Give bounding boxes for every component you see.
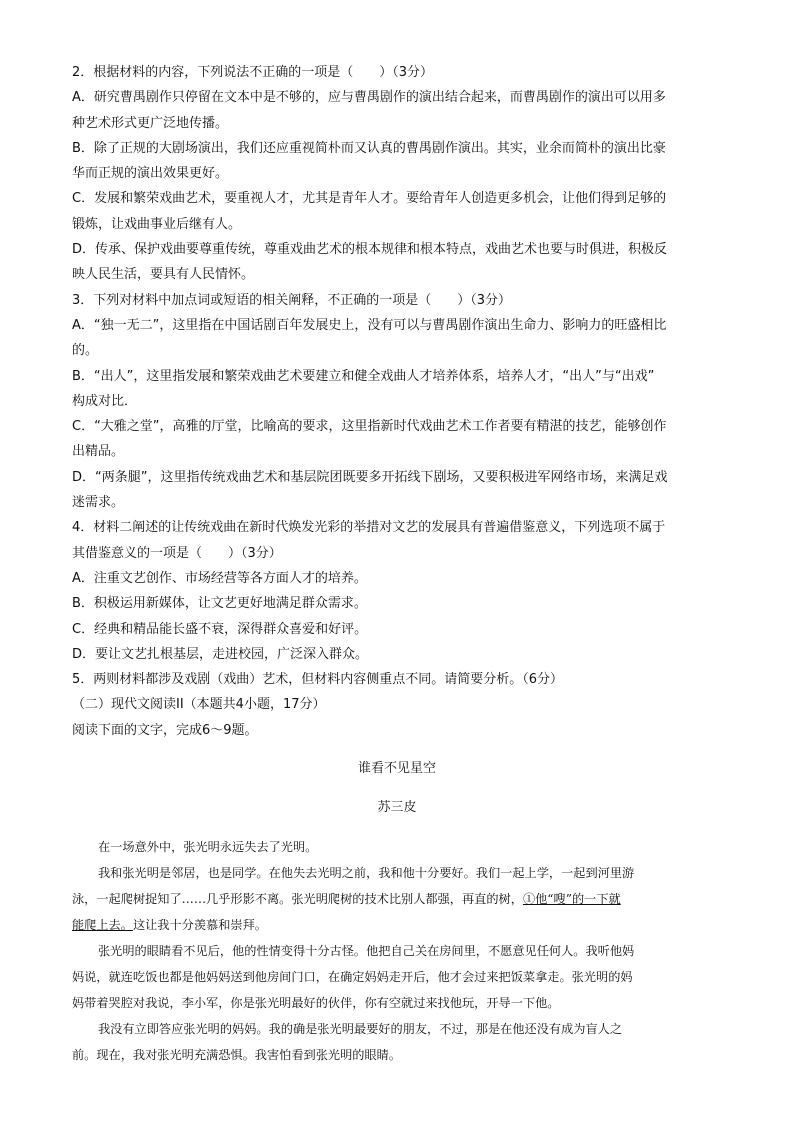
- question-2-option-b-line1: B．除了正规的大剧场演出，我们还应重视简朴而又认真的曹禺剧作演出。其实，业余而简朴的演出比豪: [72, 140, 666, 156]
- story-text: 泳，一起爬树捉知了……几乎形影不离。张光明爬树的技术比别人都强，再直的树，: [72, 892, 523, 907]
- story-paragraph-2-line1: 我和张光明是邻居，也是同学。在他失去光明之前，我和他十分要好。我们一起上学，一起到河里游: [98, 866, 635, 881]
- question-2-option-b-line2: 华而正规的演出效果更好。: [72, 166, 229, 182]
- underlined-sentence-1-end: 能爬上去。: [72, 918, 133, 933]
- question-2-option-d-line1: D．传承、保护戏曲要尊重传统，尊重戏曲艺术的根本规律和根本特点，戏曲艺术也要与时俱进，积极反: [72, 242, 668, 258]
- story-title: 谁看不见星空: [357, 761, 436, 777]
- question-4-option-d: D．要让文艺扎根基层，走进校园，广泛深入群众。: [72, 646, 369, 662]
- story-paragraph-3-line3: 妈带着哭腔对我说，李小军，你是张光明最好的伙伴，你有空就过来找他玩，开导一下他。: [72, 996, 560, 1011]
- question-4-stem-line2: 其借鉴意义的一项是（ ）（3分）: [72, 545, 282, 561]
- question-3-option-a-line1: A．“独一无二”，这里指在中国话剧百年发展史上，没有可以与曹禺剧作演出生命力、影响力的旺盛相比: [72, 317, 667, 333]
- question-3-option-b-line2: 构成对比．: [72, 393, 138, 409]
- story-passage: [72, 756, 722, 1068]
- question-3-option-c-line2: 出精品。: [72, 444, 125, 460]
- question-4-stem-line1: 4．材料二阐述的让传统戏曲在新时代焕发光彩的举措对文艺的发展具有普遍借鉴意义，下列选项不属于: [72, 520, 666, 536]
- story-paragraph-3-line2: 妈说，就连吃饭也都是他妈妈送到他房间门口，在确定妈妈走开后，他才会过来把饭菜拿走。张光明的妈: [72, 970, 633, 985]
- story-paragraph-3-line1: 张光明的眼睛看不见后，他的性情变得十分古怪。他把自己关在房间里，不愿意见任何人。我听他妈: [98, 944, 635, 959]
- question-5-stem: 5．两则材料都涉及戏剧（戏曲）艺术，但材料内容侧重点不同。请简要分析。（6分）: [72, 672, 564, 688]
- story-author: 苏三皮: [377, 800, 417, 816]
- question-2-option-c-line1: C．发展和繁荣戏曲艺术，要重视人才，尤其是青年人才。要给青年人创造更多机会，让他们得到足够的: [72, 191, 667, 207]
- question-2-option-c-line2: 锻炼，让戏曲事业后继有人。: [72, 216, 242, 232]
- question-3-option-b-line1: B．“出人”，这里指发展和繁荣戏曲艺术要建立和健全戏曲人才培养体系，培养人才，“出人”与“出戏”: [72, 368, 655, 384]
- underlined-sentence-1-start: ①他“嗖”的一下就: [522, 892, 621, 907]
- question-3-option-c-line1: C．“大雅之堂”，高雅的厅堂，比喻高的要求，这里指新时代戏曲艺术工作者要有精湛的技艺，能够创作: [72, 419, 667, 435]
- exam-page: [72, 60, 722, 1068]
- section-instruction: 阅读下面的文字，完成6～9题。: [72, 722, 258, 738]
- story-text: 这让我十分羡慕和崇拜。: [132, 918, 267, 933]
- question-3-option-a-line2: 的。: [72, 343, 99, 359]
- section-heading: （二）现代文阅读II（本题共4小题，17分）: [72, 697, 326, 713]
- question-4-option-c: C．经典和精品能长盛不衰，深得群众喜爱和好评。: [72, 621, 368, 637]
- story-paragraph-4-line2: 前。现在，我对张光明充满恐惧。我害怕看到张光明的眼睛。: [72, 1048, 402, 1063]
- question-3-stem: 3．下列对材料中加点词或短语的相关阐释，不正确的一项是（ ）（3分）: [72, 292, 512, 308]
- question-2-option-a-line1: A．研究曹禺剧作只停留在文本中是不够的，应与曹禺剧作的演出结合起来，而曹禺剧作的演出可以用多: [72, 90, 666, 106]
- question-3-option-d-line2: 迷需求。: [72, 495, 125, 511]
- question-4-option-a: A．注重文艺创作、市场经营等各方面人才的培养。: [72, 570, 367, 586]
- story-paragraph-1: 在一场意外中，张光明永远失去了光明。: [98, 840, 318, 855]
- question-4-option-b: B．积极运用新媒体，让文艺更好地满足群众需求。: [72, 596, 367, 612]
- question-2-option-a-line2: 种艺术形式更广泛地传播。: [72, 115, 229, 131]
- question-2-option-d-line2: 映人民生活，要具有人民情怀。: [72, 267, 255, 283]
- story-paragraph-4-line1: 我没有立即答应张光明的妈妈。我的确是张光明最要好的朋友，不过，那是在他还没有成为盲人之: [98, 1022, 623, 1037]
- story-paragraph-2-line3: [72, 912, 722, 938]
- question-2-stem: 2．根据材料的内容，下列说法不正确的一项是（ ）（3分）: [72, 65, 434, 80]
- story-paragraph-2-line2: [72, 886, 722, 912]
- question-3-option-d-line1: D．“两条腿”，这里指传统戏曲艺术和基层院团既要多开拓线下剧场，又要积极进军网络市场，来满足戏: [72, 469, 668, 485]
